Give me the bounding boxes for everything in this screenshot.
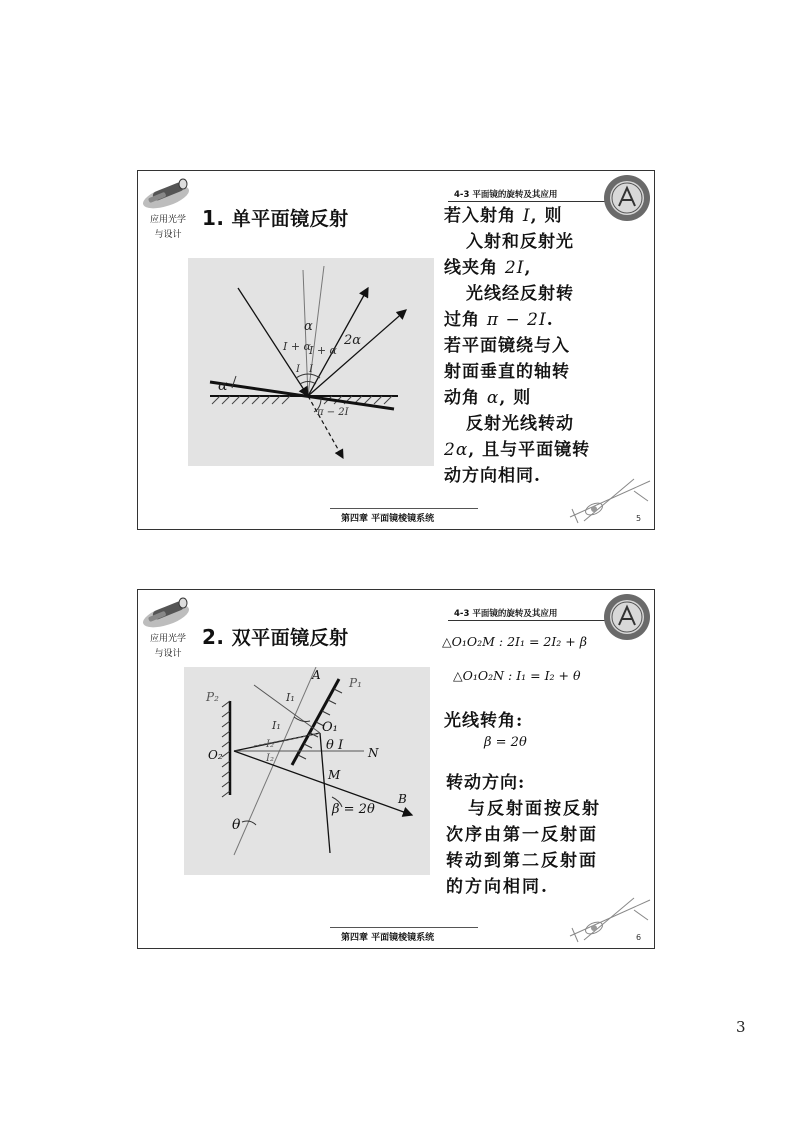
course-name: 应用光学 与设计	[149, 634, 186, 659]
chapter-footer: 第四章 平面镜棱镜系统	[341, 933, 435, 943]
label-o1: O₁	[322, 720, 338, 735]
double-mirror-figure	[184, 667, 430, 875]
text-line: 若平面镜绕与入	[444, 336, 570, 356]
formula-beta: β = 2θ	[484, 735, 527, 750]
text-line: 射面垂直的轴转	[444, 362, 570, 382]
label-alpha-left: α	[218, 378, 228, 394]
label-i2-b: I₂	[266, 753, 274, 764]
section-underline	[448, 620, 608, 621]
text-line: 的方向相同.	[446, 877, 549, 897]
label-p1: P₁	[349, 676, 362, 690]
text-line: 线夹角 2I,	[444, 258, 532, 278]
section-underline	[448, 201, 608, 202]
university-seal-icon	[602, 592, 652, 642]
text-line: 若入射角 I, 则	[444, 206, 563, 226]
label-a: A	[312, 668, 321, 682]
label-pi-minus-2i: π − 2I	[317, 407, 349, 418]
section-title: 4-3 平面镜的旋转及其应用	[454, 190, 558, 200]
label-m: M	[328, 768, 341, 782]
optics-logo-icon	[140, 173, 196, 211]
optics-logo-icon	[140, 592, 196, 630]
label-i-plus-alpha-right: I + α	[309, 344, 337, 357]
slide-5	[137, 170, 655, 530]
label-i2-a: I₂	[266, 739, 274, 750]
text-line: 与反射面按反射	[468, 799, 601, 819]
explanation-text	[444, 203, 644, 489]
formula-triangle-m: △O₁O₂M : 2I₁ = 2I₂ + β	[442, 634, 587, 649]
text-line: 入射和反射光	[466, 232, 574, 252]
slide-title: 2. 双平面镜反射	[202, 625, 349, 649]
single-mirror-figure	[188, 258, 434, 466]
formula-triangle-n: △O₁O₂N : I₁ = I₂ + θ	[453, 668, 581, 683]
label-beta: β = 2θ	[332, 802, 375, 817]
label-alpha-top: α	[304, 319, 313, 334]
label-i-plus-alpha: I + α	[283, 340, 311, 353]
direction-explanation	[446, 796, 651, 900]
label-i-a: I	[296, 364, 300, 375]
footer-line	[330, 508, 478, 509]
text-line: 动角 α, 则	[444, 388, 532, 408]
label-o2: O₂	[208, 748, 223, 762]
text-line: 反射光线转动	[466, 414, 574, 434]
label-i1-b: I₁	[272, 719, 281, 732]
slide-6	[137, 589, 655, 949]
text-line: 过角 π − 2I.	[444, 310, 554, 330]
course-name: 应用光学 与设计	[149, 215, 186, 240]
label-i-b: I	[309, 364, 313, 375]
text-line: 2α, 且与平面镜转	[444, 440, 591, 460]
heading-ray-angle: 光线转角:	[444, 711, 524, 731]
slide-title: 1. 单平面镜反射	[202, 206, 349, 230]
slide-number: 5	[636, 514, 642, 523]
label-p2: P₂	[206, 690, 219, 704]
label-b: B	[398, 792, 407, 806]
footer-line	[330, 927, 478, 928]
label-n: N	[368, 746, 379, 760]
text-line: 次序由第一反射面	[446, 825, 598, 845]
page-number: 3	[736, 1018, 746, 1036]
label-theta-i: θ I	[326, 738, 344, 753]
section-title: 4-3 平面镜的旋转及其应用	[454, 609, 558, 619]
heading-rotation-direction: 转动方向:	[446, 773, 526, 793]
label-i1-a: I₁	[286, 691, 295, 704]
text-line: 光线经反射转	[466, 284, 574, 304]
text-line: 动方向相同.	[444, 466, 541, 486]
label-theta: θ	[232, 817, 241, 833]
text-line: 转动到第二反射面	[446, 851, 598, 871]
chapter-footer: 第四章 平面镜棱镜系统	[341, 514, 435, 524]
slide-number: 6	[636, 933, 642, 942]
label-two-alpha: 2α	[344, 333, 362, 348]
